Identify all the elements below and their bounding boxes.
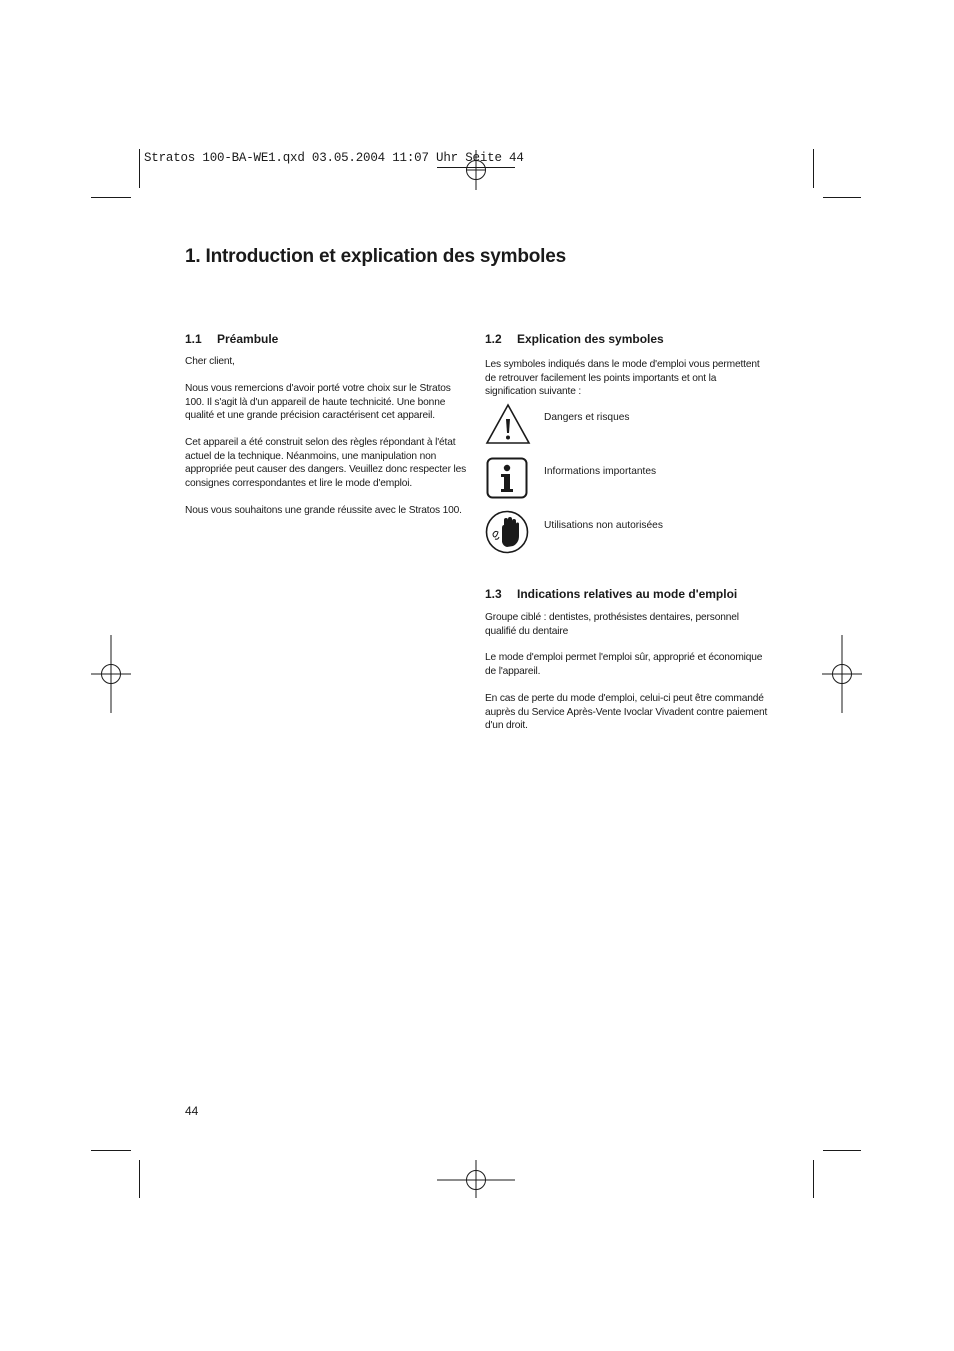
section-number: 1.1: [185, 332, 202, 346]
section-title: Indications relatives au mode d'emploi: [517, 587, 738, 601]
info-icon: [486, 457, 528, 499]
paragraph: Groupe ciblé : dentistes, prothésistes dentaires, personnel qualifié du dentaire: [485, 612, 739, 637]
crop-mark: [823, 1150, 861, 1151]
paragraph: Nous vous remercions d'avoir porté votre choix sur le Stratos 100. Il s'agit là d'un appareil de haute technicité. Une bonne qualité et une grande précision caractérisent cet appareil.: [185, 383, 451, 421]
paragraph: En cas de perte du mode d'emploi, celui-ci peut être commandé auprès du Service Après-Vente Ivoclar Vivadent contre paiement d'un droit.: [485, 693, 768, 731]
paragraph: Le mode d'emploi permet l'emploi sûr, approprié et économique de l'appareil.: [485, 652, 763, 677]
page-title: 1. Introduction et explication des symboles: [185, 246, 566, 267]
section-heading-symboles: [485, 332, 664, 346]
paragraph: Cher client,: [185, 356, 235, 367]
warning-triangle-icon: [485, 403, 531, 445]
crop-mark: [139, 1160, 140, 1198]
section-number: 1.3: [485, 587, 502, 601]
stop-hand-icon: [485, 510, 529, 554]
symbol-label: Dangers et risques: [544, 412, 630, 423]
crop-mark: [813, 1160, 814, 1198]
section-heading-preambule: [185, 332, 278, 346]
section-number: 1.2: [485, 332, 502, 346]
section-title: Explication des symboles: [517, 332, 664, 346]
crop-mark: [91, 1150, 131, 1151]
registration-mark-left: [91, 635, 131, 713]
symbol-label: Informations importantes: [544, 466, 657, 477]
page-number: 44: [185, 1104, 199, 1118]
slug-underline: [437, 167, 515, 168]
crop-mark: [813, 149, 814, 188]
crop-mark: [139, 149, 140, 188]
crop-mark: [91, 197, 131, 198]
registration-mark-right: [822, 635, 862, 713]
registration-mark-bottom: [437, 1160, 515, 1198]
file-slug: Stratos 100-BA-WE1.qxd 03.05.2004 11:07 Uhr Seite 44: [144, 151, 524, 165]
paragraph: Les symboles indiqués dans le mode d'emploi vous permettent de retrouver facilement les points importants et ont la signification suivante :: [485, 359, 760, 397]
paragraph: Cet appareil a été construit selon des règles répondant à l'état actuel de la technique. Néanmoins, une manipulation non appropriée peut causer des dangers. Veuillez donc respecter les consignes correspondantes et lire le mode d'emploi.: [185, 437, 467, 489]
crop-mark: [823, 197, 861, 198]
section-title: Préambule: [217, 332, 279, 346]
paragraph: Nous vous souhaitons une grande réussite avec le Stratos 100.: [185, 505, 462, 516]
section-heading-indications: [485, 587, 737, 601]
symbol-label: Utilisations non autorisées: [544, 520, 663, 531]
